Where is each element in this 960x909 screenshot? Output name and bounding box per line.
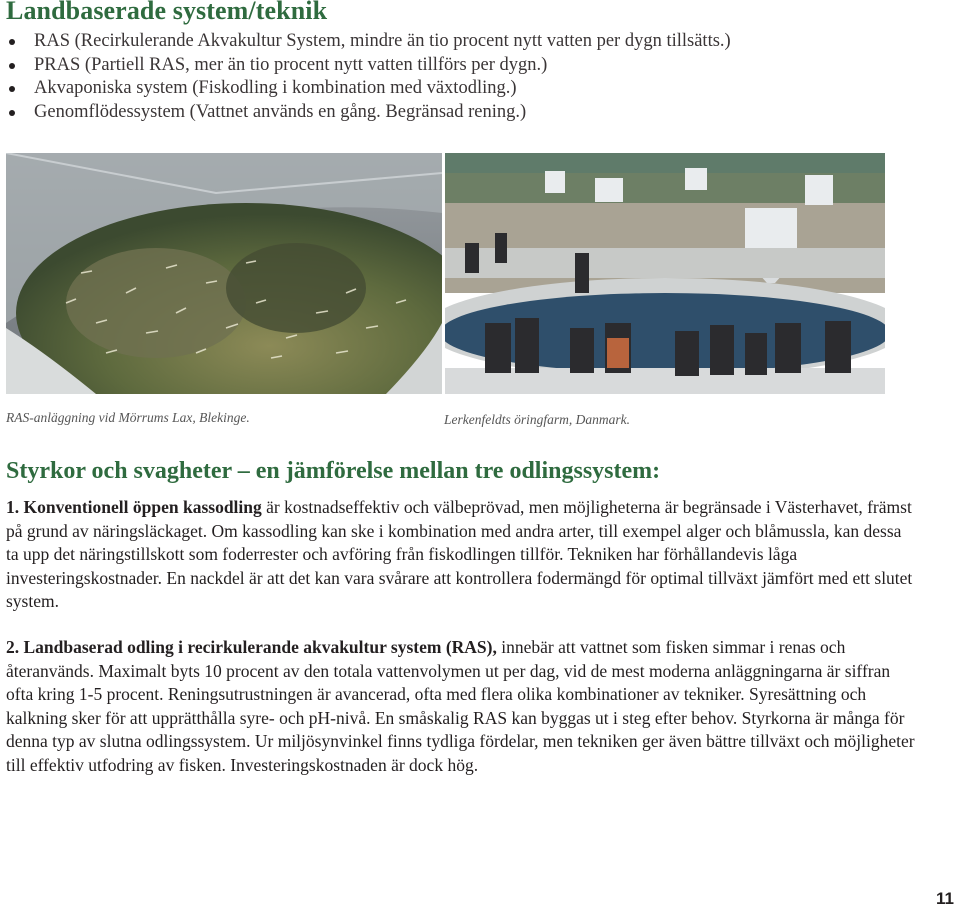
section-title: Landbaserade system/teknik: [6, 0, 328, 25]
paragraph-cage-farming: [6, 496, 916, 614]
paragraph-lead: 1. Konventionell öppen kassodling: [6, 497, 262, 517]
page-number: 11: [936, 889, 954, 908]
photo-caption: RAS-anläggning vid Mörrums Lax, Blekinge.: [6, 410, 250, 425]
list-item: PRAS (Partiell RAS, mer än tio procent nytt vatten tillförs per dygn.): [6, 54, 731, 78]
paragraph-lead: 2. Landbaserad odling i recirkulerande akvakultur system (RAS),: [6, 637, 497, 657]
system-list: [6, 30, 731, 124]
paragraph-text: innebär att vattnet som fisken simmar i renas och återanvänds. Maximalt byts 10 procent av den totala vattenvolymen ut per dag, vid de mest moderna anläggningarna är siffran ofta kring 1-5 procent. Reningsutrustningen är avancerad, ofta med flera olika kombinationer av tekniker. Syresättning och kalkning sker för att upprätthålla syre- och pH-nivå. En småskalig RAS kan byggas ut i steg efter behov. Styrkorna är många för denna typ av slutna odlingssystem. Ur miljösynvinkel finns tydliga fördelar, men tekniken ger även bättre tillväxt och möjligheter till effektiv utfodring av fisken. Investeringskostnaden är dock hög.: [6, 637, 915, 775]
fish-farm-photo: [445, 153, 885, 394]
list-item: RAS (Recirkulerande Akvakultur System, mindre än tio procent nytt vatten per dygn tillsätts.): [6, 30, 731, 54]
paragraph-ras: [6, 636, 916, 778]
list-item: Akvaponiska system (Fiskodling i kombination med växtodling.): [6, 77, 731, 101]
fish-tank-photo: [6, 153, 442, 394]
list-item: Genomflödessystem (Vattnet används en gång. Begränsad rening.): [6, 101, 731, 125]
photo-caption: Lerkenfeldts öringfarm, Danmark.: [444, 412, 630, 427]
paragraph-text: är kostnadseffektiv och välbeprövad, men möjligheterna är begränsade i Västerhavet, främst på grund av näringsläckaget. Om kassodling kan ske i kombination med andra arter, till exempel alger och blåmussla, kan dessa ta upp det näringstillskott som foderrester och avföring från fiskodlingen tillför. Tekniken har förhållandevis låga investeringskostnader. En nackdel är att det kan vara svårare att kontrollera fodermängd för optimal tillväxt jämfört med ett slutet system.: [6, 497, 913, 612]
comparison-heading: Styrkor och svagheter – en jämförelse mellan tre odlingssystem:: [6, 458, 661, 484]
